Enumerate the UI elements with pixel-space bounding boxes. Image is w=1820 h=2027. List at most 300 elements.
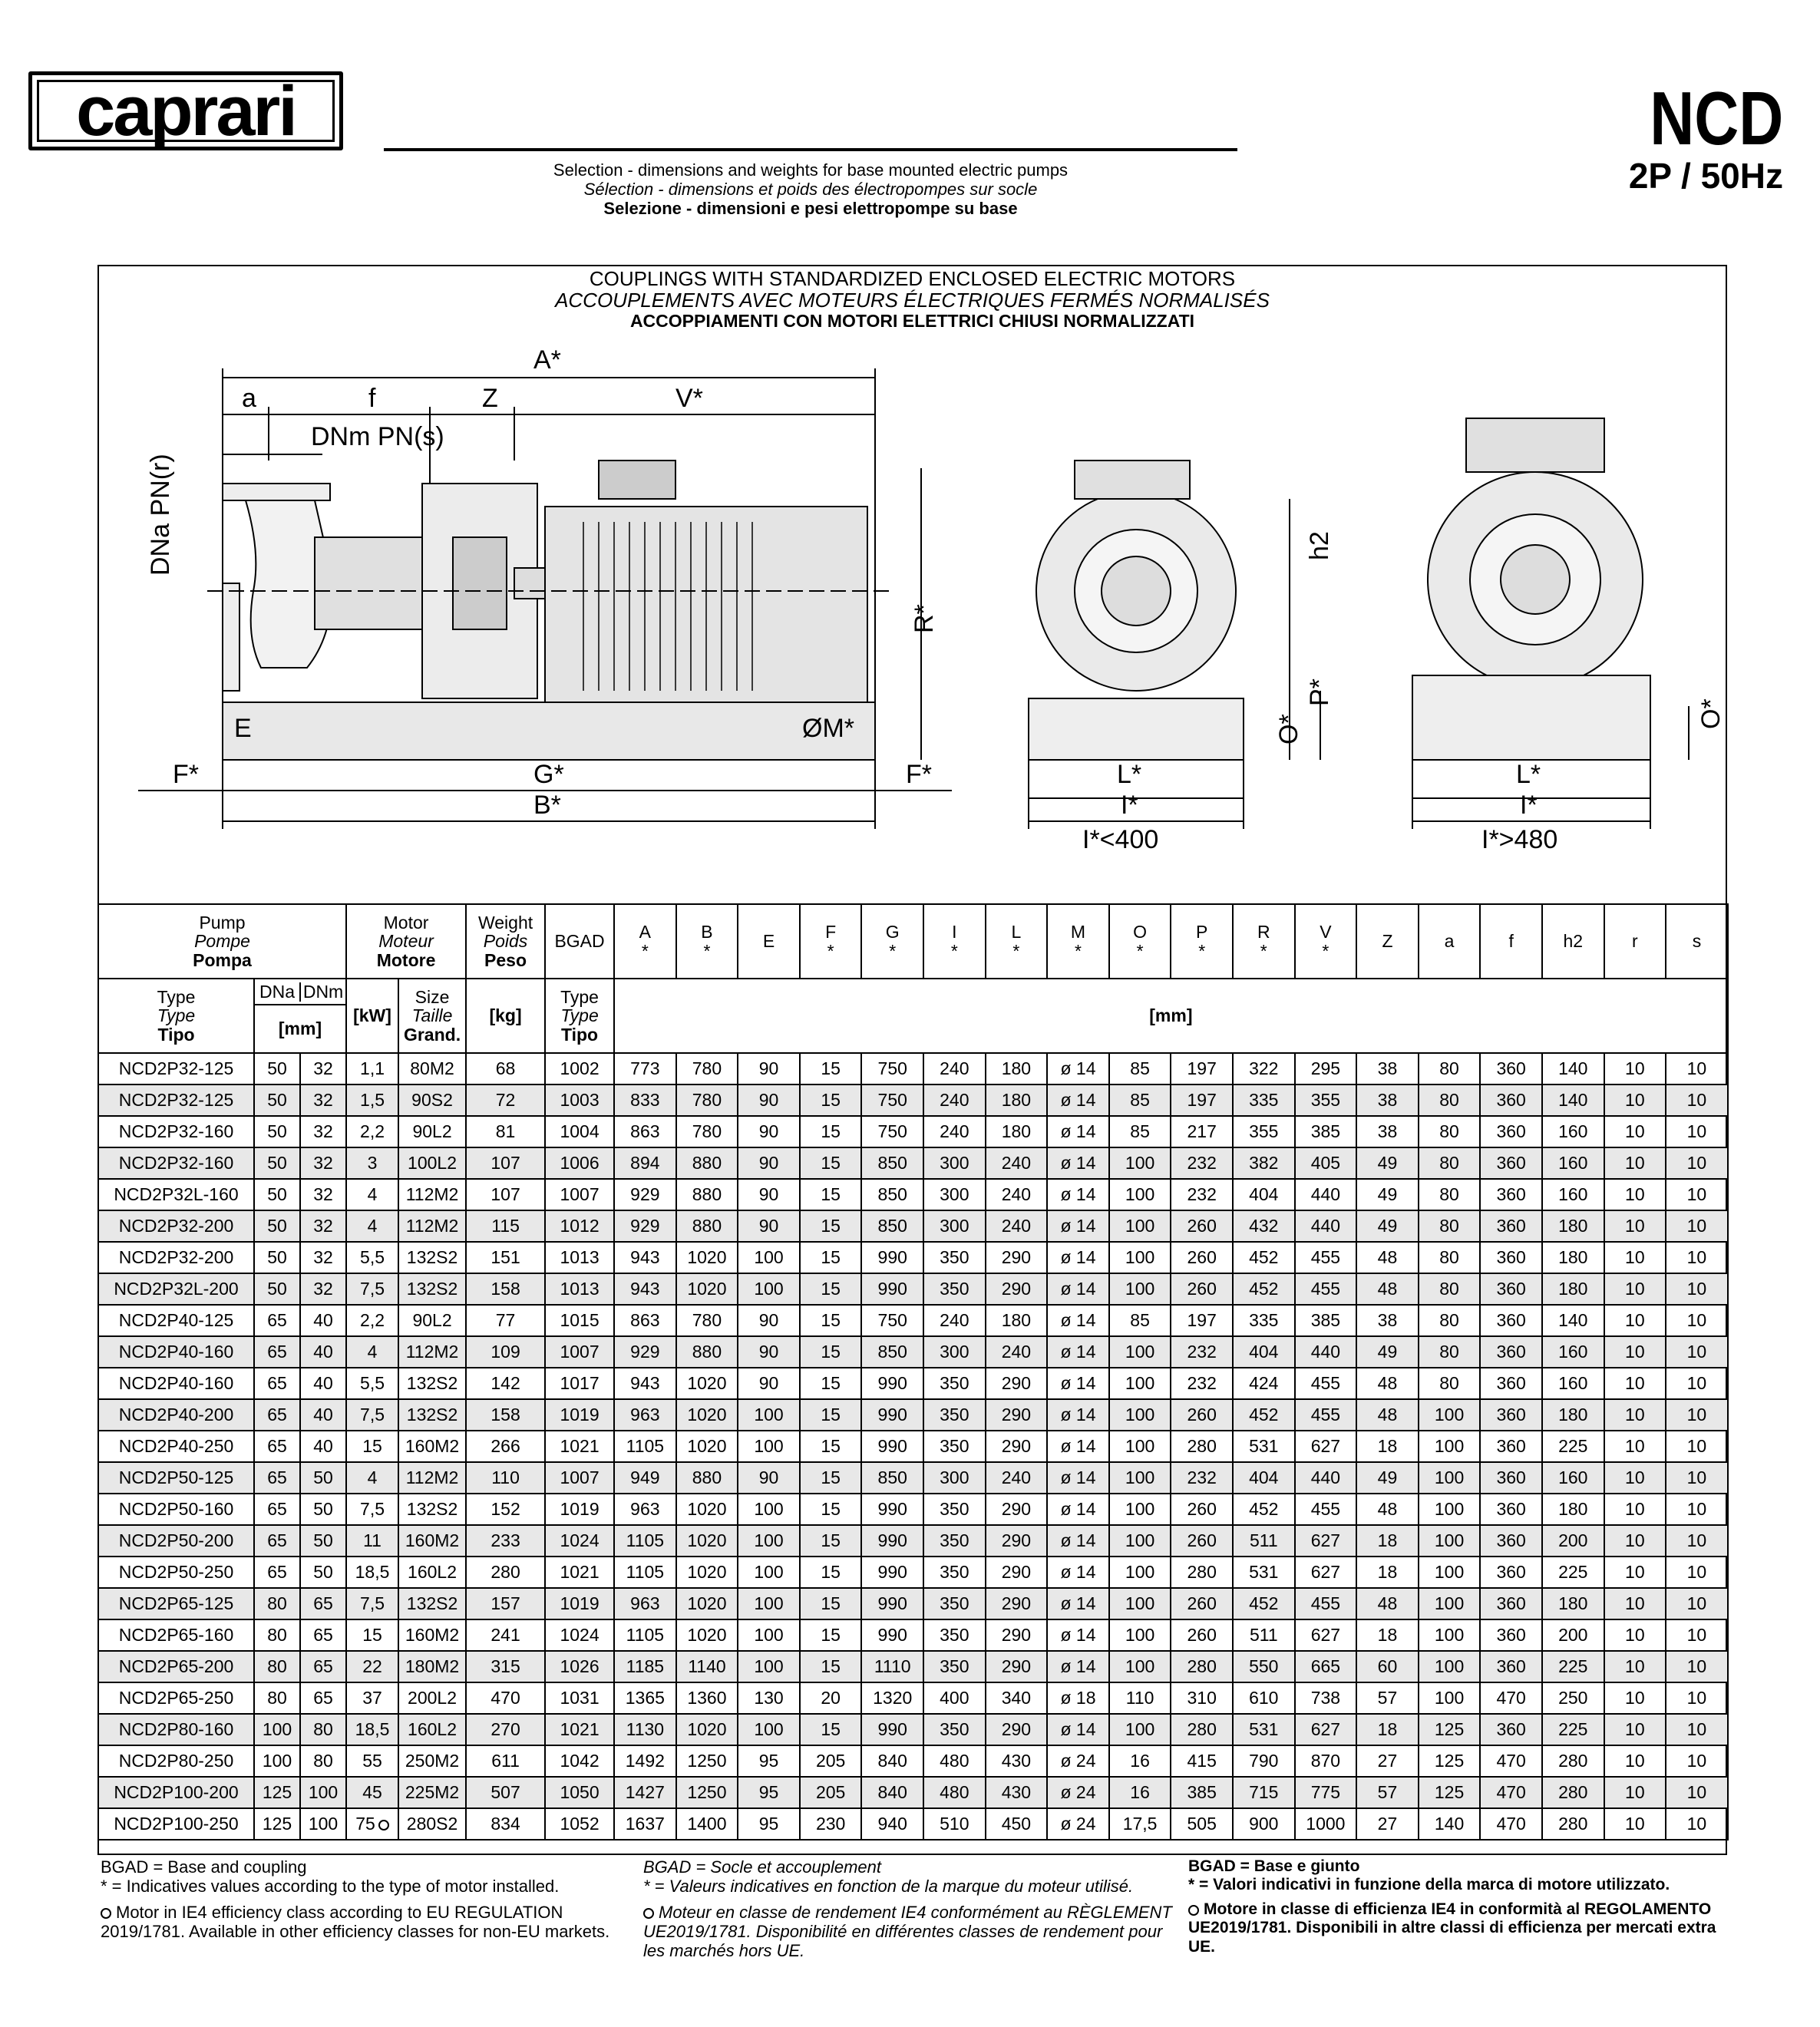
table-cell: 32 bbox=[300, 1210, 346, 1242]
table-cell: 470 bbox=[1480, 1682, 1542, 1714]
table-cell: 80 bbox=[1419, 1368, 1481, 1399]
table-cell: 863 bbox=[614, 1305, 676, 1336]
table-cell: 1105 bbox=[614, 1431, 676, 1462]
table-cell: 112M2 bbox=[398, 1336, 466, 1368]
table-cell: 48 bbox=[1356, 1242, 1419, 1273]
table-cell: ø 18 bbox=[1047, 1682, 1109, 1714]
table-cell: 455 bbox=[1295, 1242, 1357, 1273]
footnote-en: BGAD = Base and coupling * = Indicatives values according to the type of motor installed. Motor in IE4 efficiency class according to EU REGULATION 2019/1781. Available in other efficiency classes for non-EU markets. bbox=[101, 1857, 610, 1941]
table-cell: 160 bbox=[1542, 1368, 1604, 1399]
table-cell: 11 bbox=[346, 1525, 398, 1557]
table-cell: 350 bbox=[923, 1494, 986, 1525]
table-cell: 32 bbox=[300, 1179, 346, 1210]
table-cell: 10 bbox=[1604, 1084, 1666, 1116]
table-cell: 140 bbox=[1542, 1084, 1604, 1116]
table-cell: 850 bbox=[861, 1210, 923, 1242]
table-cell: 50 bbox=[254, 1147, 300, 1179]
table-cell: 266 bbox=[466, 1431, 545, 1462]
table-cell: ø 24 bbox=[1047, 1777, 1109, 1808]
table-cell: 197 bbox=[1171, 1053, 1233, 1084]
table-cell: 18 bbox=[1356, 1431, 1419, 1462]
table-cell: 80 bbox=[1419, 1116, 1481, 1147]
table-cell: 37 bbox=[346, 1682, 398, 1714]
table-cell: 1015 bbox=[545, 1305, 614, 1336]
subheader-size: Size Taille Grand. bbox=[398, 979, 466, 1053]
table-cell: 511 bbox=[1233, 1525, 1295, 1557]
table-cell: 10 bbox=[1604, 1305, 1666, 1336]
table-cell: 80 bbox=[1419, 1273, 1481, 1305]
table-cell: 1020 bbox=[676, 1431, 738, 1462]
table-cell: 100 bbox=[738, 1242, 800, 1273]
table-cell: 290 bbox=[986, 1714, 1048, 1745]
label-O-2: O* bbox=[1696, 698, 1726, 729]
table-cell: 750 bbox=[861, 1084, 923, 1116]
table-cell: 929 bbox=[614, 1336, 676, 1368]
table-cell: 840 bbox=[861, 1777, 923, 1808]
table-cell: 110 bbox=[466, 1462, 545, 1494]
table-cell: 38 bbox=[1356, 1084, 1419, 1116]
label-I-2: I* bbox=[1520, 791, 1538, 820]
table-cell: 57 bbox=[1356, 1682, 1419, 1714]
table-cell: 160 bbox=[1542, 1179, 1604, 1210]
table-cell: ø 14 bbox=[1047, 1273, 1109, 1305]
table-cell: 1004 bbox=[545, 1116, 614, 1147]
table-cell: 132S2 bbox=[398, 1399, 466, 1431]
table-cell: 100 bbox=[1419, 1494, 1481, 1525]
table-cell: 50 bbox=[254, 1053, 300, 1084]
table-cell: 72 bbox=[466, 1084, 545, 1116]
table-cell: 360 bbox=[1480, 1368, 1542, 1399]
table-cell: 1017 bbox=[545, 1368, 614, 1399]
table-cell: ø 14 bbox=[1047, 1053, 1109, 1084]
table-cell: 280 bbox=[1171, 1557, 1233, 1588]
table-row bbox=[98, 1273, 1728, 1305]
table-cell: 880 bbox=[676, 1210, 738, 1242]
table-cell: 290 bbox=[986, 1557, 1048, 1588]
table-cell: NCD2P32-200 bbox=[98, 1242, 254, 1273]
table-cell: 10 bbox=[1666, 1557, 1728, 1588]
table-cell: 48 bbox=[1356, 1273, 1419, 1305]
table-cell: 40 bbox=[300, 1336, 346, 1368]
table-cell: 360 bbox=[1480, 1210, 1542, 1242]
table-cell: 15 bbox=[800, 1494, 862, 1525]
table-cell: NCD2P32-200 bbox=[98, 1210, 254, 1242]
header-dim-F: F * bbox=[800, 904, 862, 979]
label-I-1: I* bbox=[1121, 791, 1138, 820]
table-cell: 90 bbox=[738, 1147, 800, 1179]
table-cell: 610 bbox=[1233, 1682, 1295, 1714]
table-cell: NCD2P80-250 bbox=[98, 1745, 254, 1777]
table-cell: 1360 bbox=[676, 1682, 738, 1714]
table-cell: 1140 bbox=[676, 1651, 738, 1682]
table-cell: 870 bbox=[1295, 1745, 1357, 1777]
table-cell: 48 bbox=[1356, 1588, 1419, 1619]
dimension-table bbox=[97, 903, 1729, 1840]
header-dim-G: G * bbox=[861, 904, 923, 979]
table-cell: 300 bbox=[923, 1336, 986, 1368]
label-I-gt: I*>480 bbox=[1481, 825, 1558, 854]
table-row bbox=[98, 1368, 1728, 1399]
table-cell: 1020 bbox=[676, 1242, 738, 1273]
table-cell: NCD2P50-160 bbox=[98, 1494, 254, 1525]
table-cell: 100 bbox=[738, 1525, 800, 1557]
table-cell: 949 bbox=[614, 1462, 676, 1494]
table-cell: 80 bbox=[1419, 1179, 1481, 1210]
table-cell: 152 bbox=[466, 1494, 545, 1525]
table-cell: 260 bbox=[1171, 1273, 1233, 1305]
table-cell: 18 bbox=[1356, 1619, 1419, 1651]
table-cell: 990 bbox=[861, 1494, 923, 1525]
model-frequency: 2P / 50Hz bbox=[1628, 156, 1783, 196]
table-cell: 280 bbox=[1542, 1777, 1604, 1808]
label-V: V* bbox=[675, 384, 703, 413]
label-f: f bbox=[368, 384, 376, 413]
table-cell: 50 bbox=[254, 1116, 300, 1147]
table-cell: 10 bbox=[1604, 1273, 1666, 1305]
label-F-left: F* bbox=[173, 760, 199, 789]
table-cell: 197 bbox=[1171, 1305, 1233, 1336]
table-cell: 225 bbox=[1542, 1651, 1604, 1682]
table-cell: 241 bbox=[466, 1619, 545, 1651]
table-cell: 260 bbox=[1171, 1619, 1233, 1651]
table-cell: 100 bbox=[1419, 1651, 1481, 1682]
table-cell: 132S2 bbox=[398, 1588, 466, 1619]
table-cell: 990 bbox=[861, 1588, 923, 1619]
table-cell: 863 bbox=[614, 1116, 676, 1147]
table-cell: 107 bbox=[466, 1147, 545, 1179]
table-cell: 350 bbox=[923, 1619, 986, 1651]
table-cell: 10 bbox=[1604, 1462, 1666, 1494]
label-a: a bbox=[242, 384, 256, 413]
subheader-dn: DNa DNm [mm] bbox=[254, 979, 346, 1053]
table-cell: 894 bbox=[614, 1147, 676, 1179]
table-cell: 15 bbox=[800, 1557, 862, 1588]
table-row bbox=[98, 1682, 1728, 1714]
table-cell: 125 bbox=[1419, 1714, 1481, 1745]
table-cell: 470 bbox=[466, 1682, 545, 1714]
table-cell: 65 bbox=[300, 1651, 346, 1682]
table-cell: 240 bbox=[986, 1462, 1048, 1494]
table-cell: 240 bbox=[986, 1179, 1048, 1210]
table-cell: 2,2 bbox=[346, 1116, 398, 1147]
subtitle-fr: Sélection - dimensions et poids des électropompes sur socle bbox=[583, 180, 1038, 199]
table-cell: 80 bbox=[1419, 1084, 1481, 1116]
table-cell: 290 bbox=[986, 1368, 1048, 1399]
table-cell: 1024 bbox=[545, 1619, 614, 1651]
table-cell: 4 bbox=[346, 1179, 398, 1210]
table-cell: 430 bbox=[986, 1745, 1048, 1777]
table-cell: 10 bbox=[1604, 1147, 1666, 1179]
table-cell: 10 bbox=[1604, 1210, 1666, 1242]
table-cell: 360 bbox=[1480, 1053, 1542, 1084]
table-cell: 350 bbox=[923, 1588, 986, 1619]
table-cell: 470 bbox=[1480, 1808, 1542, 1840]
table-cell: 65 bbox=[300, 1588, 346, 1619]
table-cell: ø 14 bbox=[1047, 1651, 1109, 1682]
table-cell: 160M2 bbox=[398, 1525, 466, 1557]
table-cell: 505 bbox=[1171, 1808, 1233, 1840]
table-row bbox=[98, 1588, 1728, 1619]
table-cell: 180 bbox=[1542, 1242, 1604, 1273]
table-cell: 455 bbox=[1295, 1399, 1357, 1431]
table-cell: 27 bbox=[1356, 1745, 1419, 1777]
table-cell: 1,5 bbox=[346, 1084, 398, 1116]
table-cell: 4 bbox=[346, 1210, 398, 1242]
table-cell: 360 bbox=[1480, 1462, 1542, 1494]
table-cell: 290 bbox=[986, 1431, 1048, 1462]
table-cell: 232 bbox=[1171, 1336, 1233, 1368]
table-row bbox=[98, 1462, 1728, 1494]
table-cell: 10 bbox=[1666, 1525, 1728, 1557]
table-cell: 20 bbox=[800, 1682, 862, 1714]
table-cell: 45 bbox=[346, 1777, 398, 1808]
table-cell: 1020 bbox=[676, 1494, 738, 1525]
table-cell: 85 bbox=[1109, 1116, 1171, 1147]
table-cell: 10 bbox=[1604, 1557, 1666, 1588]
table-cell: 15 bbox=[800, 1651, 862, 1682]
table-cell: 115 bbox=[466, 1210, 545, 1242]
table-cell: 15 bbox=[800, 1179, 862, 1210]
subheader-bgad-type: Type Type Tipo bbox=[545, 979, 614, 1053]
table-cell: 360 bbox=[1480, 1116, 1542, 1147]
table-cell: 100 bbox=[738, 1588, 800, 1619]
table-cell: 32 bbox=[300, 1084, 346, 1116]
table-cell: 95 bbox=[738, 1808, 800, 1840]
table-cell: 780 bbox=[676, 1305, 738, 1336]
table-cell: 385 bbox=[1295, 1305, 1357, 1336]
table-cell: 65 bbox=[254, 1368, 300, 1399]
table-cell: 1185 bbox=[614, 1651, 676, 1682]
table-cell: 40 bbox=[300, 1368, 346, 1399]
table-cell: 350 bbox=[923, 1557, 986, 1588]
table-cell: 180 bbox=[986, 1084, 1048, 1116]
table-cell: 5,5 bbox=[346, 1368, 398, 1399]
table-cell: 15 bbox=[800, 1525, 862, 1557]
table-cell: 385 bbox=[1295, 1116, 1357, 1147]
table-cell: 100 bbox=[1419, 1588, 1481, 1619]
table-cell: 32 bbox=[300, 1242, 346, 1273]
table-cell: 132S2 bbox=[398, 1242, 466, 1273]
label-DNm: DNm PN(s) bbox=[311, 422, 444, 451]
table-cell: 158 bbox=[466, 1399, 545, 1431]
table-cell: 360 bbox=[1480, 1084, 1542, 1116]
table-cell: 160M2 bbox=[398, 1619, 466, 1651]
table-cell: NCD2P32L-160 bbox=[98, 1179, 254, 1210]
table-row bbox=[98, 1084, 1728, 1116]
table-cell: 2,2 bbox=[346, 1305, 398, 1336]
label-I-lt: I*<400 bbox=[1082, 825, 1159, 854]
header-dim-P: P * bbox=[1171, 904, 1233, 979]
table-cell: 10 bbox=[1604, 1619, 1666, 1651]
table-cell: 290 bbox=[986, 1525, 1048, 1557]
table-row bbox=[98, 1053, 1728, 1084]
table-cell: 160 bbox=[1542, 1462, 1604, 1494]
table-cell: 404 bbox=[1233, 1336, 1295, 1368]
table-cell: 1020 bbox=[676, 1525, 738, 1557]
table-cell: 750 bbox=[861, 1116, 923, 1147]
table-cell: 49 bbox=[1356, 1210, 1419, 1242]
table-row bbox=[98, 1651, 1728, 1682]
table-cell: NCD2P40-160 bbox=[98, 1336, 254, 1368]
table-cell: 180M2 bbox=[398, 1651, 466, 1682]
table-cell: 10 bbox=[1666, 1777, 1728, 1808]
table-cell: 140 bbox=[1542, 1053, 1604, 1084]
table-cell: 280 bbox=[1171, 1431, 1233, 1462]
table-cell: 10 bbox=[1666, 1462, 1728, 1494]
table-row bbox=[98, 1494, 1728, 1525]
table-cell: NCD2P32-125 bbox=[98, 1053, 254, 1084]
table-cell: 3 bbox=[346, 1147, 398, 1179]
table-cell: 50 bbox=[254, 1273, 300, 1305]
table-cell: 65 bbox=[254, 1525, 300, 1557]
table-cell: 140 bbox=[1542, 1305, 1604, 1336]
table-cell: 85 bbox=[1109, 1053, 1171, 1084]
table-cell: 405 bbox=[1295, 1147, 1357, 1179]
table-cell: 77 bbox=[466, 1305, 545, 1336]
table-cell: 80 bbox=[1419, 1147, 1481, 1179]
table-cell: 107 bbox=[466, 1179, 545, 1210]
table-cell: 197 bbox=[1171, 1084, 1233, 1116]
table-cell: 10 bbox=[1666, 1431, 1728, 1462]
table-cell: 834 bbox=[466, 1808, 545, 1840]
table-cell: 990 bbox=[861, 1399, 923, 1431]
table-cell: 65 bbox=[254, 1557, 300, 1588]
table-cell: 90 bbox=[738, 1179, 800, 1210]
table-cell: ø 14 bbox=[1047, 1714, 1109, 1745]
table-cell: 335 bbox=[1233, 1084, 1295, 1116]
subheader-kw: [kW] bbox=[346, 979, 398, 1053]
table-cell: 15 bbox=[800, 1399, 862, 1431]
table-cell: 1020 bbox=[676, 1368, 738, 1399]
table-cell: 100 bbox=[1109, 1273, 1171, 1305]
table-cell: NCD2P100-200 bbox=[98, 1777, 254, 1808]
table-cell: 90 bbox=[738, 1053, 800, 1084]
table-cell: 360 bbox=[1480, 1336, 1542, 1368]
table-row bbox=[98, 1399, 1728, 1431]
table-cell: 750 bbox=[861, 1053, 923, 1084]
table-cell: 1002 bbox=[545, 1053, 614, 1084]
table-cell: 360 bbox=[1480, 1651, 1542, 1682]
table-cell: NCD2P32-160 bbox=[98, 1116, 254, 1147]
header-dim-a: a bbox=[1419, 904, 1481, 979]
table-cell: 929 bbox=[614, 1179, 676, 1210]
table-row bbox=[98, 1242, 1728, 1273]
footnote-it: BGAD = Base e giunto * = Valori indicativi in funzione della marca di motore utilizzato. Motore in classe di efficienza IE4 in conformità al REGOLAMENTO UE2019/1781. Disponibili in altre classi di efficienza per mercati extra UE. bbox=[1188, 1857, 1716, 1956]
table-cell: 990 bbox=[861, 1557, 923, 1588]
table-cell: 10 bbox=[1666, 1305, 1728, 1336]
table-cell: 10 bbox=[1604, 1116, 1666, 1147]
dimension-table-body bbox=[98, 904, 1728, 1840]
table-cell: 95 bbox=[738, 1745, 800, 1777]
table-cell: 940 bbox=[861, 1808, 923, 1840]
table-cell: 480 bbox=[923, 1777, 986, 1808]
table-cell: 1020 bbox=[676, 1557, 738, 1588]
table-cell: 715 bbox=[1233, 1777, 1295, 1808]
table-row bbox=[98, 1714, 1728, 1745]
table-cell: 112M2 bbox=[398, 1462, 466, 1494]
table-cell: ø 14 bbox=[1047, 1619, 1109, 1651]
table-cell: 10 bbox=[1666, 1745, 1728, 1777]
table-cell: 470 bbox=[1480, 1745, 1542, 1777]
table-cell: 531 bbox=[1233, 1557, 1295, 1588]
table-cell: 132S2 bbox=[398, 1494, 466, 1525]
table-cell: 225 bbox=[1542, 1431, 1604, 1462]
table-cell: NCD2P40-200 bbox=[98, 1399, 254, 1431]
table-cell: 315 bbox=[466, 1651, 545, 1682]
table-cell: 80 bbox=[1419, 1336, 1481, 1368]
subheader-dims-unit: [mm] bbox=[614, 979, 1728, 1053]
table-cell: ø 14 bbox=[1047, 1147, 1109, 1179]
table-cell: 455 bbox=[1295, 1494, 1357, 1525]
table-cell: 230 bbox=[800, 1808, 862, 1840]
table-cell: 17,5 bbox=[1109, 1808, 1171, 1840]
table-cell: 80 bbox=[254, 1651, 300, 1682]
table-cell: 125 bbox=[254, 1808, 300, 1840]
table-cell: 355 bbox=[1233, 1116, 1295, 1147]
table-cell: 611 bbox=[466, 1745, 545, 1777]
table-cell: NCD2P50-125 bbox=[98, 1462, 254, 1494]
table-cell: 990 bbox=[861, 1431, 923, 1462]
table-cell: 10 bbox=[1604, 1588, 1666, 1619]
table-cell: 290 bbox=[986, 1588, 1048, 1619]
table-cell: 260 bbox=[1171, 1210, 1233, 1242]
table-cell: 10 bbox=[1604, 1808, 1666, 1840]
table-cell: 240 bbox=[986, 1147, 1048, 1179]
table-cell: 205 bbox=[800, 1745, 862, 1777]
table-cell: 50 bbox=[300, 1525, 346, 1557]
header-weight: Weight Poids Peso bbox=[466, 904, 545, 979]
table-cell: 90 bbox=[738, 1305, 800, 1336]
table-cell: 100 bbox=[738, 1714, 800, 1745]
table-cell: 270 bbox=[466, 1714, 545, 1745]
header-dim-A: A * bbox=[614, 904, 676, 979]
table-cell: 990 bbox=[861, 1714, 923, 1745]
table-cell: 80 bbox=[300, 1745, 346, 1777]
label-E: E bbox=[234, 714, 252, 743]
table-cell: 1019 bbox=[545, 1588, 614, 1619]
table-cell: 90 bbox=[738, 1368, 800, 1399]
table-cell: 1020 bbox=[676, 1714, 738, 1745]
table-cell: 10 bbox=[1604, 1336, 1666, 1368]
table-cell: 840 bbox=[861, 1745, 923, 1777]
table-cell: 432 bbox=[1233, 1210, 1295, 1242]
table-cell: 205 bbox=[800, 1777, 862, 1808]
table-cell: 1,1 bbox=[346, 1053, 398, 1084]
table-cell: 15 bbox=[800, 1116, 862, 1147]
table-cell: 10 bbox=[1666, 1242, 1728, 1273]
table-cell: 1637 bbox=[614, 1808, 676, 1840]
table-cell: 1019 bbox=[545, 1494, 614, 1525]
table-cell: 50 bbox=[254, 1179, 300, 1210]
header-dim-h2: h2 bbox=[1542, 904, 1604, 979]
table-cell: 142 bbox=[466, 1368, 545, 1399]
table-cell: 415 bbox=[1171, 1745, 1233, 1777]
table-cell: 15 bbox=[800, 1147, 862, 1179]
table-cell: 833 bbox=[614, 1084, 676, 1116]
table-cell: 100 bbox=[1419, 1431, 1481, 1462]
table-cell: 100 bbox=[1109, 1651, 1171, 1682]
table-cell: 10 bbox=[1666, 1682, 1728, 1714]
footnote-fr: BGAD = Socle et accouplement * = Valeurs indicatives en fonction de la marque du moteur utilisé. Moteur en classe de rendement IE4 conformément au RÈGLEMENT UE2019/1781. Disponibilité en différentes classes de rendement pour les marchés hors UE. bbox=[643, 1857, 1172, 1961]
table-row bbox=[98, 1525, 1728, 1557]
section-title-it: ACCOPPIAMENTI CON MOTORI ELETTRICI CHIUSI NORMALIZZATI bbox=[629, 311, 1195, 331]
table-row bbox=[98, 1557, 1728, 1588]
table-cell: 880 bbox=[676, 1147, 738, 1179]
table-cell: 10 bbox=[1604, 1682, 1666, 1714]
table-cell: 180 bbox=[1542, 1273, 1604, 1305]
table-cell: 15 bbox=[800, 1053, 862, 1084]
brand-logo bbox=[28, 71, 343, 150]
